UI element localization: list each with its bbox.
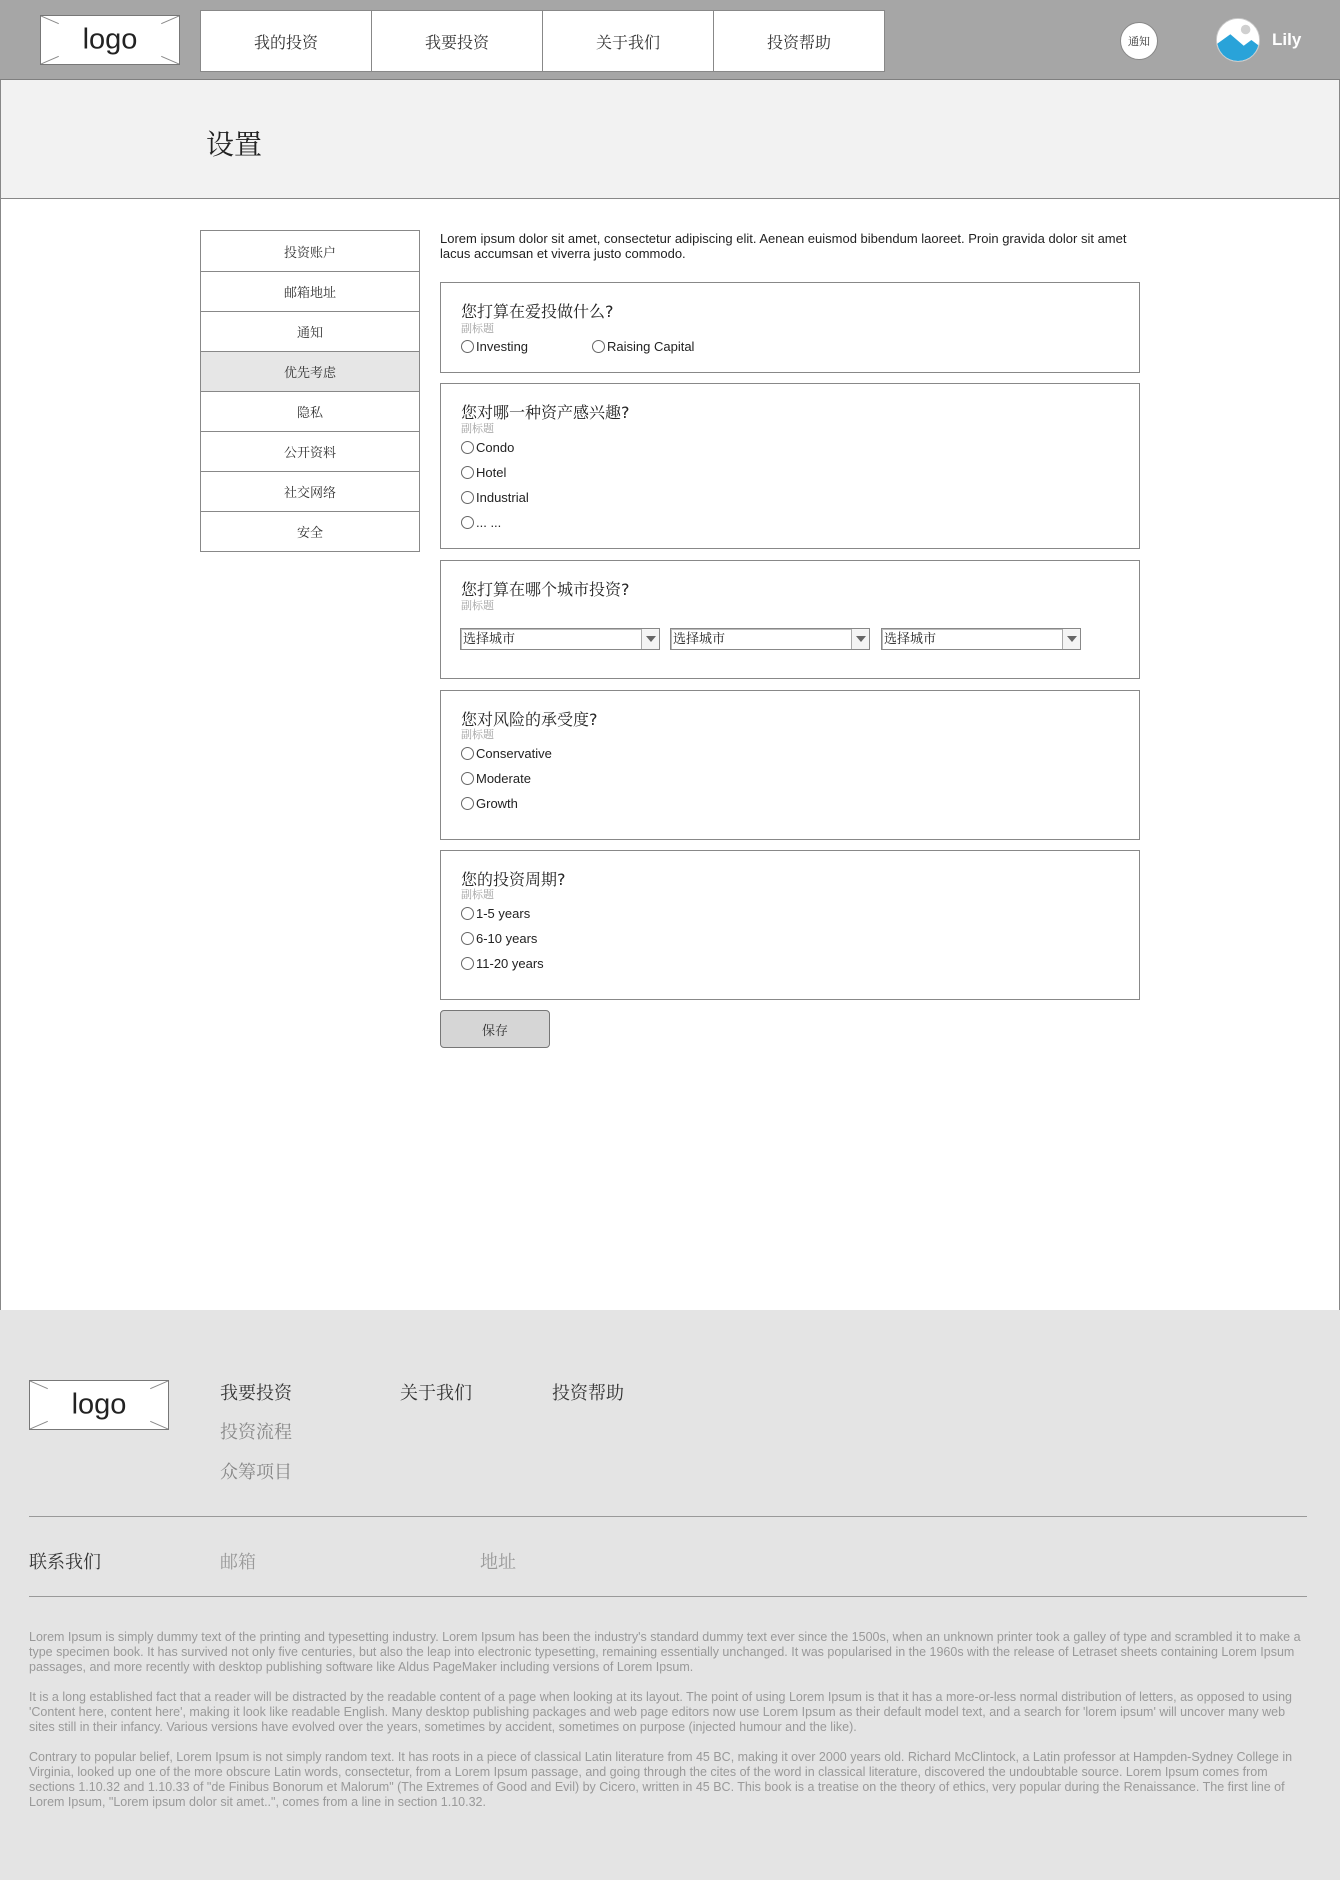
- radio-unchecked-icon: [461, 516, 474, 529]
- radio-label: Hotel: [476, 465, 507, 480]
- radio-label: Moderate: [476, 771, 531, 786]
- radio-unchecked-icon: [461, 747, 474, 760]
- settings-sidebar: [200, 230, 420, 552]
- city-select-3[interactable]: [881, 628, 1081, 650]
- sidebar-item-public-profile[interactable]: 公开资料: [201, 431, 419, 471]
- radio-unchecked-icon: [461, 441, 474, 454]
- question-card-city: [440, 560, 1140, 679]
- header-bar: [0, 0, 1340, 80]
- radio-option-6-10-years[interactable]: [461, 931, 537, 946]
- radio-option-condo[interactable]: [461, 440, 514, 455]
- question-subtitle: 副标题: [461, 600, 494, 612]
- radio-label: 11-20 years: [476, 956, 544, 971]
- footer-divider: [29, 1596, 1307, 1597]
- footer-link-help[interactable]: 投资帮助: [552, 1383, 624, 1404]
- footer-paragraph: Contrary to popular belief, Lorem Ipsum is not simply random text. It has roots in a piece of classical Latin literature from 45 BC, making it over 2000 years old. Richard McClintock, a Latin professor at Hampden-Sydney College in Virginia, looked up one of the more obscure Latin words, consectetur, from a Lorem Ipsum passage, and going through the cites of the word in classical literature, discovered the undoubtable source. Lorem Ipsum comes from sections 1.10.32 and 1.10.33 of "de Finibus Bonorum et Malorum" (The Extremes of Good and Evil) by Cicero, written in 45 BC. This book is a treatise on the theory of ethics, very popular during the Renaissance. The first line of Lorem Ipsum, "Lorem ipsum dolor sit amet..", comes from a line in section 1.10.32.: [29, 1750, 1293, 1809]
- select-value: 选择城市: [463, 631, 516, 646]
- question-subtitle: 副标题: [461, 729, 494, 741]
- radio-label: 1-5 years: [476, 906, 531, 921]
- radio-option-growth[interactable]: [461, 796, 518, 811]
- radio-option-investing[interactable]: [461, 339, 528, 354]
- sidebar-item-security[interactable]: 安全: [201, 511, 419, 551]
- radio-label: Industrial: [476, 490, 529, 505]
- question-subtitle: 副标题: [461, 423, 494, 435]
- radio-option-1-5-years[interactable]: [461, 906, 530, 921]
- chevron-down-icon: [851, 629, 869, 649]
- contact-us-label: 联系我们: [29, 1552, 101, 1573]
- header-logo[interactable]: [40, 15, 180, 65]
- page-title-band: [0, 80, 1340, 199]
- radio-unchecked-icon: [592, 340, 605, 353]
- question-title: 您对风险的承受度?: [461, 710, 598, 729]
- question-subtitle: 副标题: [461, 323, 494, 335]
- footer: [0, 1310, 1340, 1880]
- radio-label: 6-10 years: [476, 931, 538, 946]
- chevron-down-icon: [641, 629, 659, 649]
- radio-label: Conservative: [476, 746, 552, 761]
- question-title: 您打算在哪个城市投资?: [461, 580, 630, 599]
- contact-email[interactable]: 邮箱: [220, 1552, 256, 1573]
- radio-unchecked-icon: [461, 957, 474, 970]
- radio-unchecked-icon: [461, 491, 474, 504]
- radio-option-11-20-years[interactable]: [461, 956, 544, 971]
- radio-option-conservative[interactable]: [461, 746, 552, 761]
- radio-label: Raising Capital: [607, 339, 695, 354]
- radio-option-more[interactable]: [461, 515, 501, 530]
- footer-paragraph: Lorem Ipsum is simply dummy text of the printing and typesetting industry. Lorem Ipsum has been the industry's standard dummy text ever since the 1500s, when an unknown printer took a galley of type and scrambled it to make a type specimen book. It has survived not only five centuries, but also the leap into electronic typesetting, remaining essentially unchanged. It was popularised in the 1960s with the release of Letraset sheets containing Lorem Ipsum passages, and more recently with desktop publishing software like Aldus PageMaker including versions of Lorem Ipsum.: [29, 1630, 1301, 1674]
- question-title: 您对哪一种资产感兴趣?: [461, 403, 630, 422]
- radio-label: Condo: [476, 440, 515, 455]
- sidebar-item-social-network[interactable]: 社交网络: [201, 471, 419, 511]
- radio-label: ... ...: [476, 515, 502, 530]
- radio-option-hotel[interactable]: [461, 465, 506, 480]
- sidebar-item-privacy[interactable]: 隐私: [201, 391, 419, 431]
- intro-text: Lorem ipsum dolor sit amet, consectetur adipiscing elit. Aenean euismod bibendum laoreet. Proin gravida dolor sit amet lacus accumsan et viverra justo commodo.: [440, 231, 1127, 261]
- question-subtitle: 副标题: [461, 889, 494, 901]
- radio-unchecked-icon: [461, 466, 474, 479]
- sidebar-item-email[interactable]: 邮箱地址: [201, 271, 419, 311]
- radio-unchecked-icon: [461, 340, 474, 353]
- user-avatar[interactable]: [1216, 18, 1260, 62]
- footer-link-about[interactable]: 关于我们: [400, 1383, 472, 1404]
- contact-address[interactable]: 地址: [480, 1552, 516, 1573]
- nav-invest[interactable]: 我要投资: [371, 10, 543, 72]
- select-value: 选择城市: [673, 631, 726, 646]
- nav-my-investments[interactable]: 我的投资: [200, 10, 372, 72]
- question-card-investment-period: [440, 850, 1140, 1000]
- select-value: 选择城市: [884, 631, 937, 646]
- footer-paragraph: It is a long established fact that a reader will be distracted by the readable content of a page when looking at its layout. The point of using Lorem Ipsum is that it has a more-or-less normal distribution of letters, as opposed to using 'Content here, content here', making it look like readable English. Many desktop publishing packages and web page editors now use Lorem Ipsum as their default model text, and a search for 'lorem ipsum' will uncover many web sites still in their infancy. Various versions have evolved over the years, sometimes by accident, sometimes on purpose (injected humour and the like).: [29, 1690, 1292, 1734]
- nav-investment-help[interactable]: 投资帮助: [713, 10, 885, 72]
- footer-link-crowdfunding[interactable]: 众筹项目: [220, 1462, 292, 1483]
- radio-unchecked-icon: [461, 772, 474, 785]
- radio-unchecked-icon: [461, 932, 474, 945]
- footer-link-invest[interactable]: 我要投资: [220, 1383, 292, 1404]
- chevron-down-icon: [1062, 629, 1080, 649]
- radio-unchecked-icon: [461, 797, 474, 810]
- header-logo-text: logo: [82, 23, 138, 56]
- notifications-button[interactable]: 通知: [1120, 22, 1158, 60]
- question-card-asset-type: [440, 383, 1140, 549]
- footer-link-invest-process[interactable]: 投资流程: [220, 1422, 292, 1443]
- footer-logo-text: logo: [71, 1388, 127, 1421]
- main-nav: [200, 10, 885, 72]
- sidebar-item-preferences[interactable]: 优先考虑: [201, 351, 419, 391]
- save-button[interactable]: 保存: [440, 1010, 550, 1048]
- page-title: 设置: [206, 128, 263, 161]
- radio-label: Investing: [476, 339, 529, 354]
- radio-option-raising-capital[interactable]: [592, 339, 694, 354]
- image-icon: [1217, 19, 1259, 61]
- footer-logo[interactable]: [29, 1380, 169, 1430]
- city-select-1[interactable]: [460, 628, 660, 650]
- nav-about-us[interactable]: 关于我们: [542, 10, 714, 72]
- question-title: 您打算在爱投做什么?: [461, 302, 614, 321]
- radio-unchecked-icon: [461, 907, 474, 920]
- sidebar-item-investment-account[interactable]: 投资账户: [201, 231, 419, 271]
- radio-label: Growth: [476, 796, 518, 811]
- radio-option-industrial[interactable]: [461, 490, 529, 505]
- footer-divider: [29, 1516, 1307, 1517]
- question-card-purpose: [440, 282, 1140, 373]
- radio-option-moderate[interactable]: [461, 771, 531, 786]
- city-select-2[interactable]: [670, 628, 870, 650]
- question-title: 您的投资周期?: [461, 870, 566, 889]
- sidebar-item-notifications[interactable]: 通知: [201, 311, 419, 351]
- question-card-risk-tolerance: [440, 690, 1140, 840]
- user-name[interactable]: Lily: [1272, 30, 1302, 49]
